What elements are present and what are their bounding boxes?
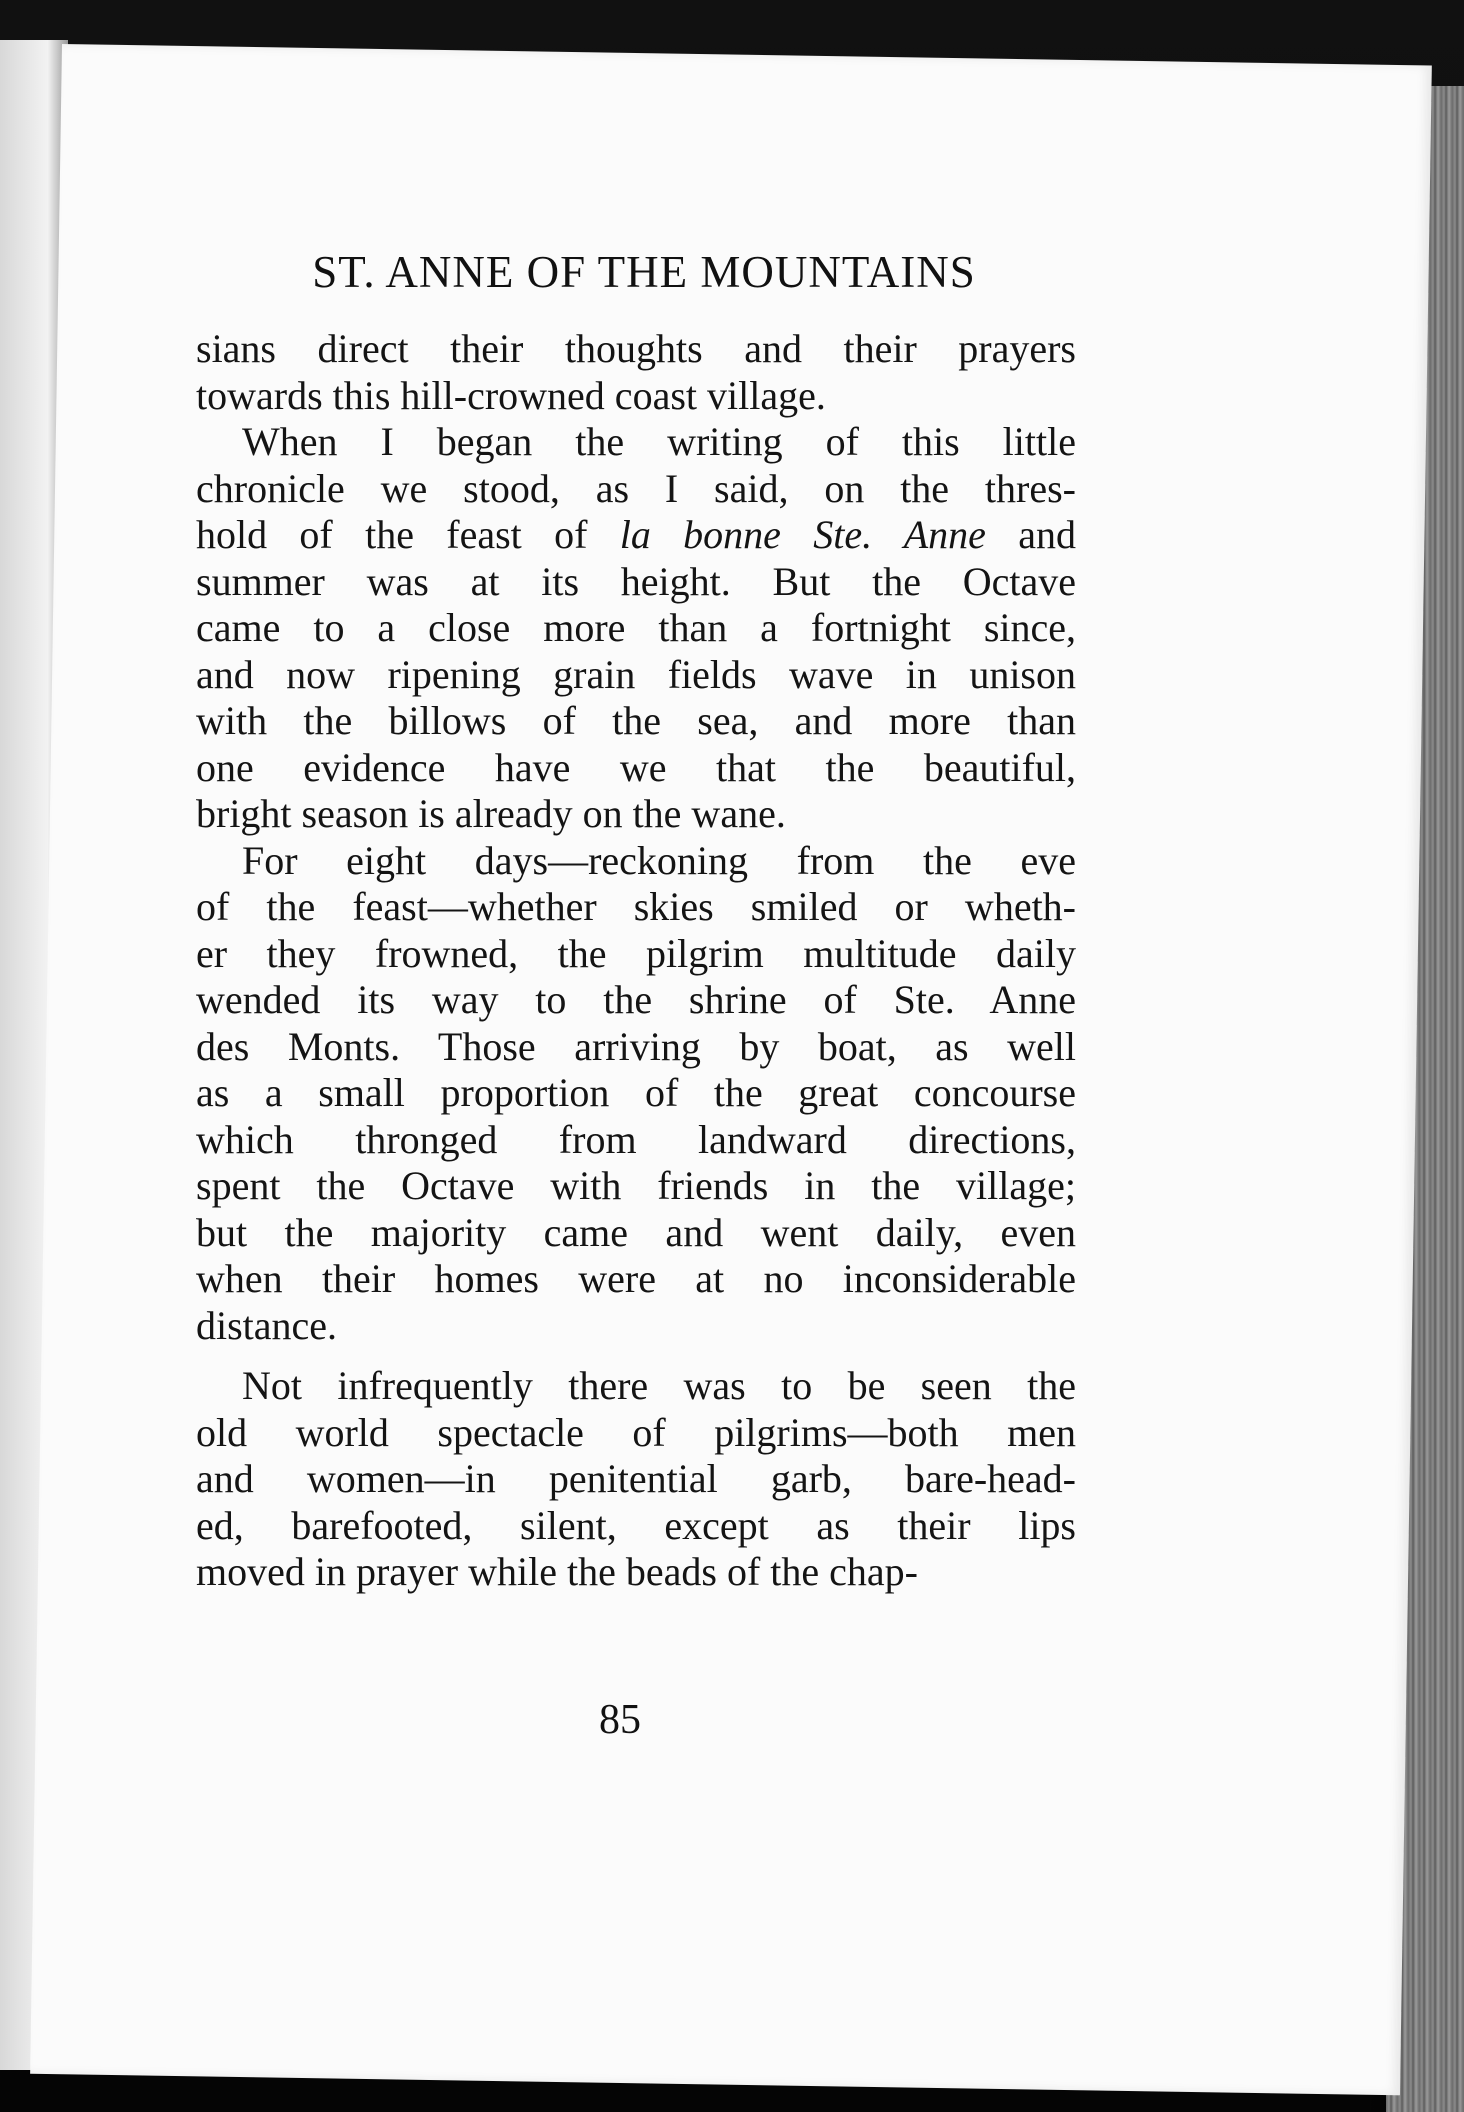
- text-line: summer was at its height. But the Octave: [196, 558, 1076, 604]
- text-line: which thronged from landward directions,: [196, 1116, 1076, 1162]
- paragraph: [196, 1363, 1076, 1596]
- italic-phrase: la bonne Ste. Anne: [619, 512, 986, 557]
- text-line: of the feast—whether skies smiled or wheth-: [196, 884, 1076, 929]
- paragraph: [196, 419, 1076, 838]
- paragraph: [196, 326, 1076, 419]
- body-text: [196, 326, 1076, 1596]
- text-line: bright season is already on the wane.: [196, 791, 786, 836]
- paragraph-gap: [196, 1349, 1076, 1363]
- text-line: and now ripening grain fields wave in unison: [196, 651, 1076, 697]
- text-line: wended its way to the shrine of Ste. Anne: [196, 977, 1076, 1022]
- text-line: Not infrequently there was to be seen the: [242, 1363, 1076, 1408]
- text-line: one evidence have we that the beautiful,: [196, 744, 1076, 790]
- paragraph: [196, 838, 1076, 1350]
- text-line: er they frowned, the pilgrim multitude daily: [196, 930, 1076, 976]
- text-line: old world spectacle of pilgrims—both men: [196, 1409, 1076, 1455]
- text-line: moved in prayer while the beads of the chap-: [196, 1549, 918, 1594]
- running-head: ST. ANNE OF THE MOUNTAINS: [312, 247, 976, 297]
- text-line: When I began the writing of this little: [242, 419, 1076, 464]
- text-line: spent the Octave with friends in the village;: [196, 1163, 1076, 1208]
- text-line: came to a close more than a fortnight since,: [196, 605, 1076, 650]
- text-line: with the billows of the sea, and more than: [196, 698, 1076, 743]
- text-line: but the majority came and went daily, even: [196, 1209, 1076, 1255]
- text-line: and women—in penitential garb, bare-head-: [196, 1456, 1076, 1501]
- text-line: chronicle we stood, as I said, on the thres-: [196, 465, 1076, 511]
- text-line: sians direct their thoughts and their prayers: [196, 326, 1076, 371]
- text-line: des Monts. Those arriving by boat, as well: [196, 1023, 1076, 1069]
- text-line: as a small proportion of the great concourse: [196, 1070, 1076, 1115]
- text-line: For eight days—reckoning from the eve: [242, 837, 1076, 883]
- text-line: towards this hill-crowned coast village.: [196, 372, 826, 418]
- text-line: ed, barefooted, silent, except as their lips: [196, 1502, 1076, 1548]
- text-line: hold of the feast of la bonne Ste. Anne and: [196, 512, 1076, 557]
- page-number: 85: [599, 1697, 641, 1743]
- text-line: distance.: [196, 1302, 338, 1348]
- text-line: when their homes were at no inconsiderable: [196, 1256, 1076, 1301]
